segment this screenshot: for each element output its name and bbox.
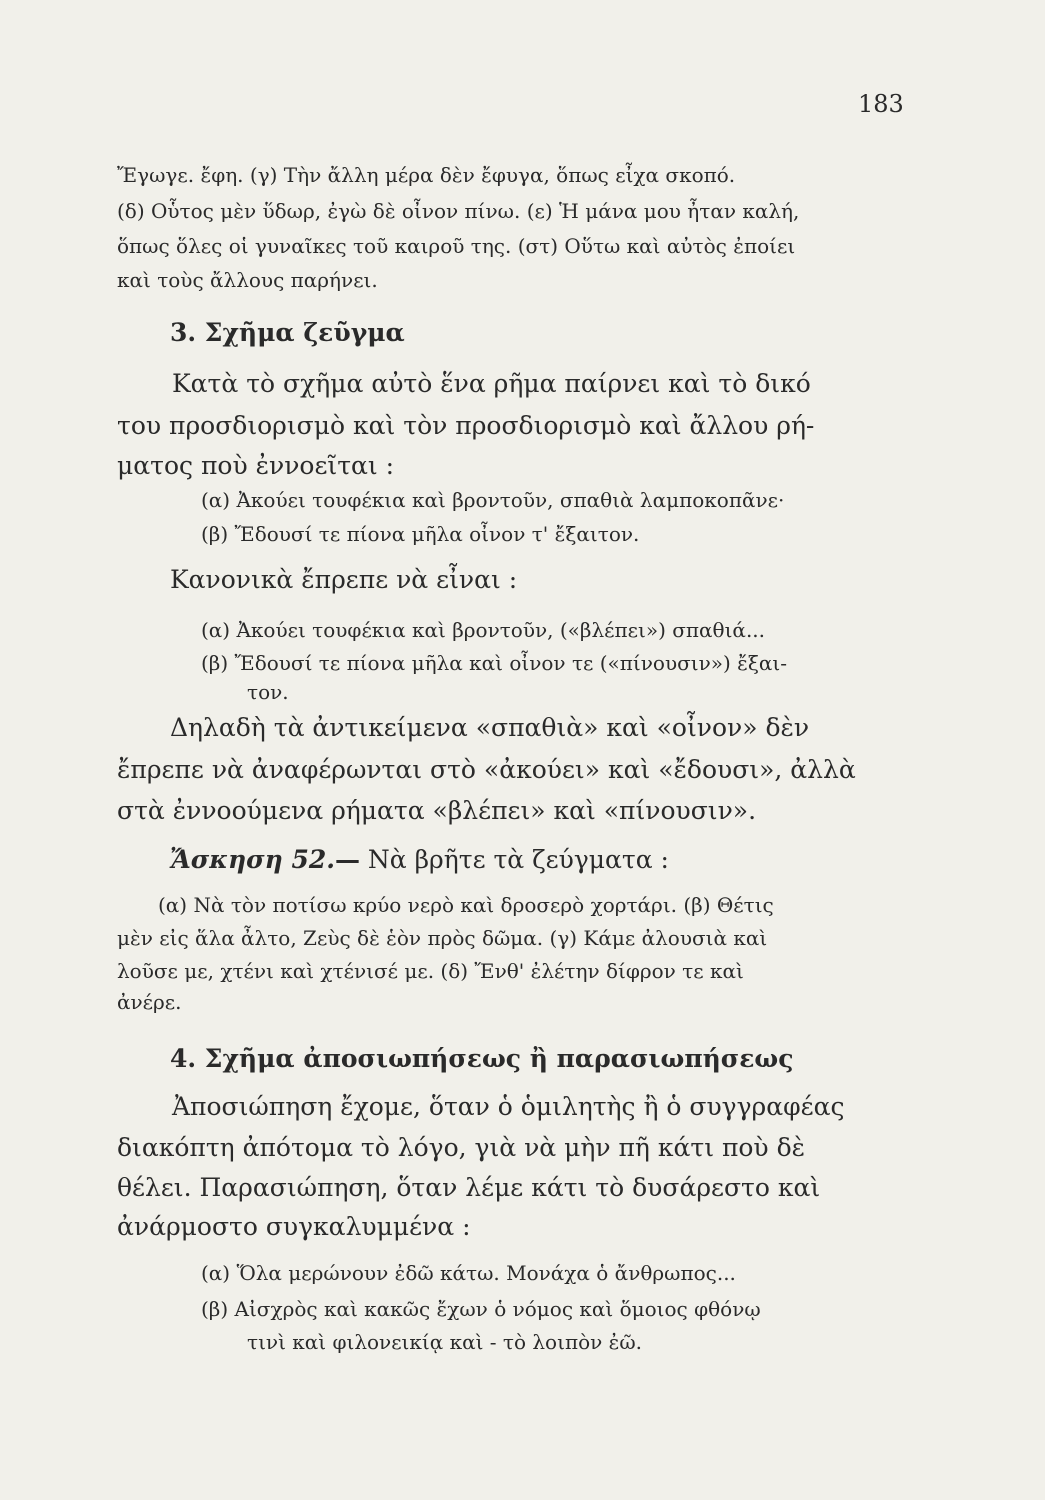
page-number: 183	[858, 90, 904, 118]
exercise-line: ἀνέρε.	[117, 990, 182, 1014]
exercise-title	[170, 847, 669, 872]
exercise-dash: —	[334, 845, 360, 874]
text-line: Δηλαδὴ τὰ ἀντικείμενα «σπαθιὰ» καὶ «οἶνον» δὲν	[170, 713, 810, 742]
example-line: (α) Ἀκούει τουφέκια καὶ βροντοῦν, σπαθιὰ λαμποκοπᾶνε·	[201, 488, 785, 512]
text-line: ἔπρεπε νὰ ἀναφέρωνται στὸ «ἀκούει» καὶ «ἔδουσι», ἀλλὰ	[117, 755, 856, 784]
exercise-line: (α) Νὰ τὸν ποτίσω κρύο νερὸ καὶ δροσερὸ χορτάρι. (β) Θέτις	[158, 893, 774, 917]
exercise-line: μὲν εἰς ἅλα ἆλτο, Ζεὺς δὲ ἑὸν πρὸς δῶμα. (γ) Κάμε ἀλουσιὰ καὶ	[117, 926, 768, 950]
text-line: στὰ ἐννοούμενα ρήματα «βλέπει» καὶ «πίνουσιν».	[117, 796, 757, 825]
text-line: καὶ τοὺς ἄλλους παρήνει.	[117, 268, 378, 292]
exercise-instruction: Νὰ βρῆτε τὰ ζεύγματα :	[359, 845, 669, 874]
example-line: (α) Ἀκούει τουφέκια καὶ βροντοῦν, («βλέπει») σπαθιά...	[201, 618, 766, 642]
text-line: ἀνάρμοστο συγκαλυμμένα :	[117, 1212, 471, 1241]
example-line: (β) Αἰσχρὸς καὶ κακῶς ἔχων ὁ νόμος καὶ ὅμοιος φθόνῳ	[201, 1297, 761, 1321]
text-line: Κατὰ τὸ σχῆμα αὐτὸ ἕνα ρῆμα παίρνει καὶ τὸ δικό	[172, 369, 811, 398]
text-line: Κανονικὰ ἔπρεπε νὰ εἶναι :	[170, 565, 518, 594]
example-line: (α) Ὅλα μερώνουν ἐδῶ κάτω. Μονάχα ὁ ἄνθρωπος...	[201, 1261, 736, 1285]
example-line: (β) Ἔδουσί τε πίονα μῆλα καὶ οἶνον τε («πίνουσιν») ἔξαι-	[201, 651, 788, 675]
example-line: (β) Ἔδουσί τε πίονα μῆλα οἶνον τ' ἔξαιτον.	[201, 522, 640, 546]
text-line: Ἔγωγε. ἔφη. (γ) Τὴν ἄλλη μέρα δὲν ἔφυγα, ὅπως εἶχα σκοπό.	[117, 163, 736, 187]
text-line: (δ) Οὗτος μὲν ὕδωρ, ἐγὼ δὲ οἶνον πίνω. (ε) Ἡ μάνα μου ἦταν καλή,	[117, 199, 800, 223]
text-line: Ἀποσιώπηση ἔχομε, ὅταν ὁ ὁμιλητὴς ἢ ὁ συγγραφέας	[172, 1092, 845, 1121]
text-line: του προσδιορισμὸ καὶ τὸν προσδιορισμὸ καὶ ἄλλου ρή-	[117, 411, 815, 440]
text-line: ὅπως ὅλες οἱ γυναῖκες τοῦ καιροῦ της. (στ) Οὕτω καὶ αὐτὸς ἐποίει	[117, 234, 796, 258]
text-line: διακόπτη ἀπότομα τὸ λόγο, γιὰ νὰ μὴν πῆ κάτι ποὺ δὲ	[117, 1133, 806, 1162]
section-heading: 4. Σχῆμα ἀποσιωπήσεως ἢ παρασιωπήσεως	[170, 1044, 794, 1073]
example-line: τινὶ καὶ φιλονεικίᾳ καὶ - τὸ λοιπὸν ἐῶ.	[247, 1330, 643, 1354]
text-line: θέλει. Παρασιώπηση, ὅταν λέμε κάτι τὸ δυσάρεστο καὶ	[117, 1173, 821, 1202]
exercise-line: λοῦσε με, χτένι καὶ χτένισέ με. (δ) Ἔνθ' ἐλέτην δίφρον τε καὶ	[117, 959, 744, 983]
section-heading: 3. Σχῆμα ζεῦγμα	[170, 318, 405, 347]
example-line: τον.	[247, 680, 289, 704]
exercise-label: Ἄσκηση 52.	[170, 845, 335, 874]
text-line: ματος ποὺ ἐννοεῖται :	[117, 451, 395, 480]
